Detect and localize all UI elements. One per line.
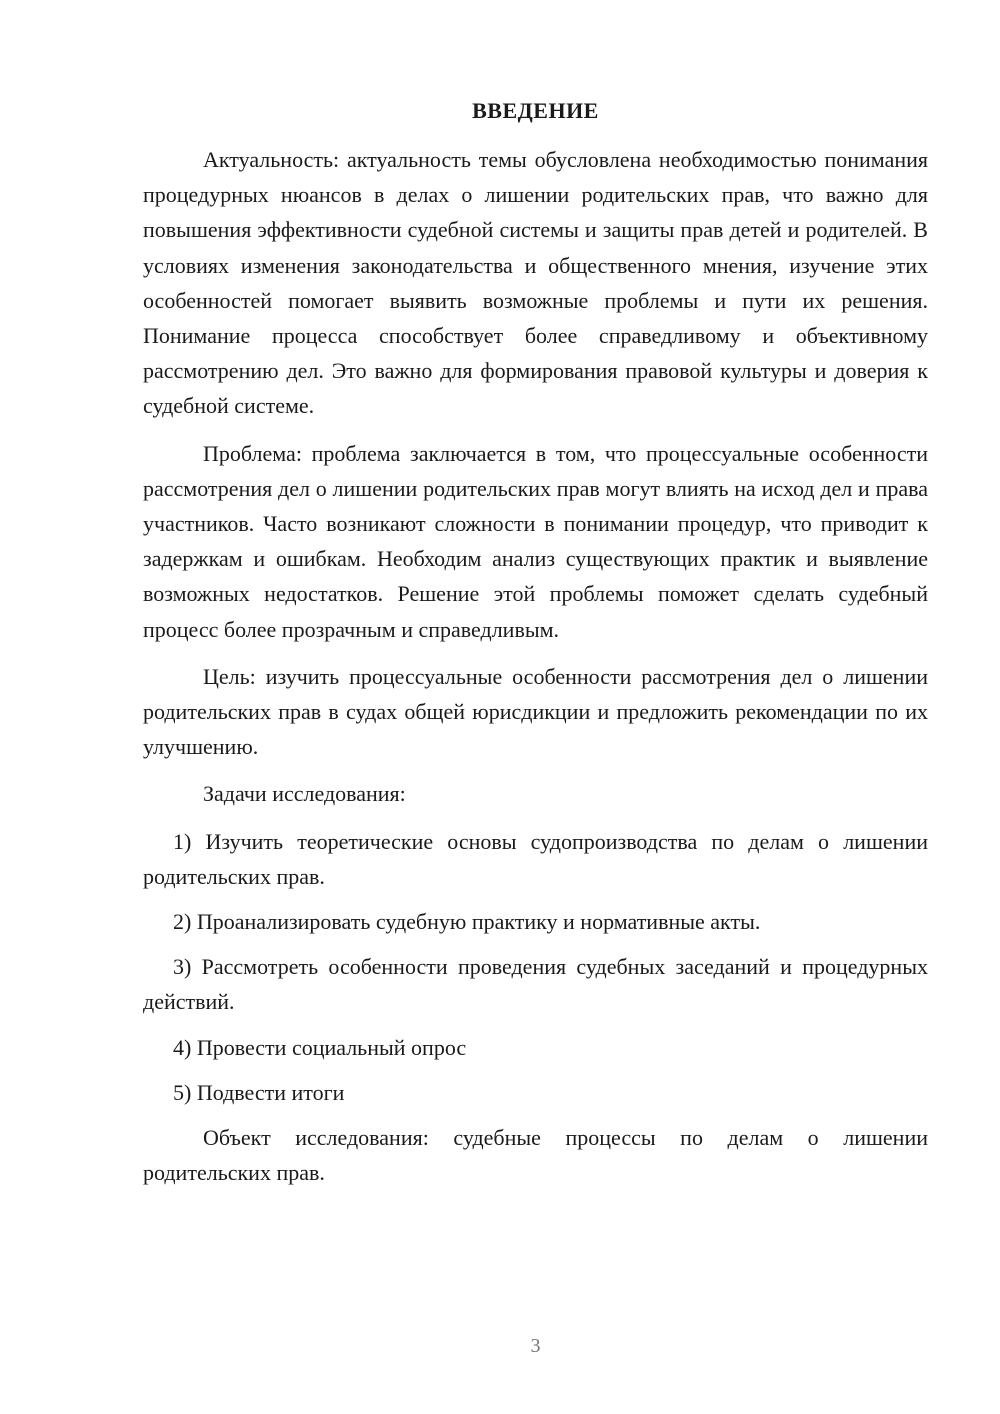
page-number: 3 — [530, 1335, 541, 1357]
task-item: 3) Рассмотреть особенности проведения судебных заседаний и процедурных действий. — [143, 954, 928, 1015]
paragraph-problem: Проблема: проблема заключается в том, что процессуальные особенности рассмотрения дел о лишении родительских прав могут влиять на исход дел и права участников. Часто возникают сложности в понимании процедур, что приводит к задержкам и ошибкам. Необходим анализ существующих практик и выявление возможных недостатков. Решение этой проблемы поможет сделать судебный процесс более прозрачным и справедливым. — [143, 440, 928, 642]
task-item: 5) Подвести итоги — [173, 1079, 345, 1105]
document-page — [143, 0, 928, 1414]
paragraph-object: Объект исследования: судебные процессы по делам о лишении родительских прав. — [143, 1125, 928, 1186]
paragraph-relevance: Актуальность: актуальность темы обусловлена необходимостью понимания процедурных нюансов в делах о лишении родительских прав, что важно для повышения эффективности судебной системы и защиты прав детей и родителей. В условиях изменения законодательства и общественного мнения, изучение этих особенностей помогает выявить возможные проблемы и пути их решения. Понимание процесса способствует более справедливому и объективному рассмотрению дел. Это важно для формирования правовой культуры и доверия к судебной системе. — [143, 147, 928, 419]
document-body — [143, 142, 928, 1202]
paragraph-tasks-heading: Задачи исследования: — [203, 781, 406, 807]
paragraph-goal: Цель: изучить процессуальные особенности рассмотрения дел о лишении родительских прав в судах общей юрисдикции и предложить рекомендации по их улучшению. — [143, 663, 928, 760]
task-list — [143, 824, 928, 1110]
task-item: 2) Проанализировать судебную практику и нормативные акты. — [173, 909, 761, 935]
task-item: 1) Изучить теоретические основы судопроизводства по делам о лишении родительских прав. — [143, 828, 928, 889]
task-item: 4) Провести социальный опрос — [173, 1034, 467, 1060]
section-title: ВВЕДЕНИЕ — [472, 98, 599, 123]
